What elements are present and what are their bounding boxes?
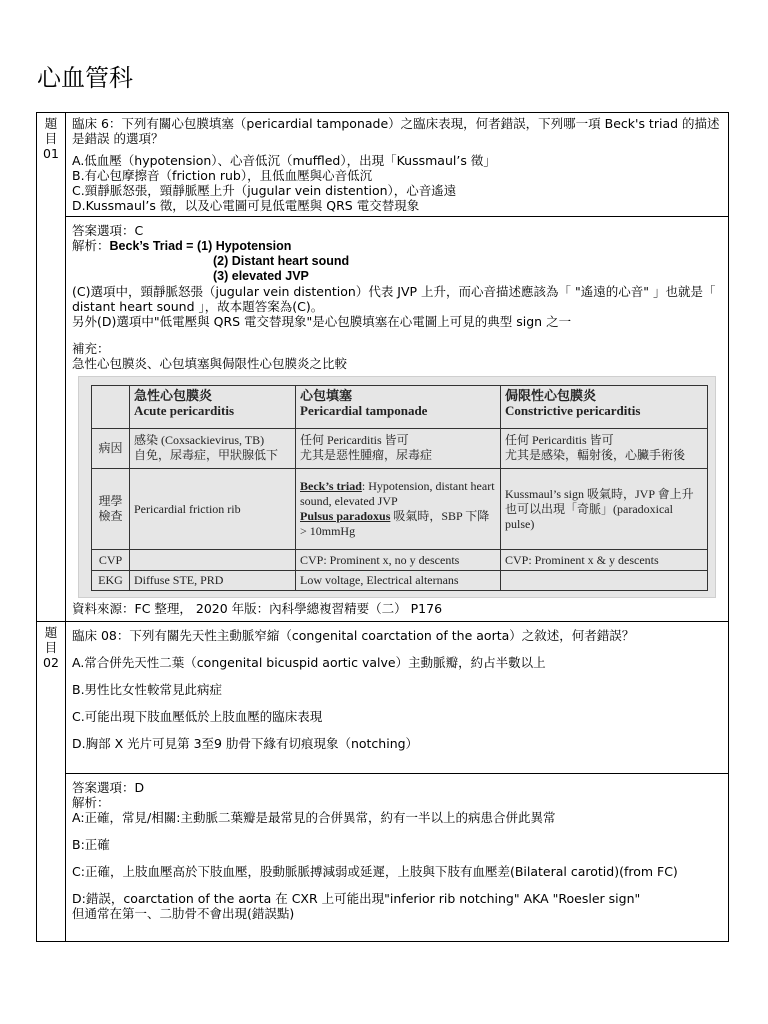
supplement-label: 補充： — [72, 341, 110, 356]
option-d: D.Kussmaul’s 徵，以及心電圖可見低電壓與 QRS 電交替現象 — [72, 198, 420, 213]
comparison-header-row — [92, 386, 708, 429]
question-stem: 臨床 08：下列有關先天性主動脈窄縮（congenital coarctation of the aorta）之敘述，何者錯誤？ — [72, 628, 635, 643]
beck-triad-2: (2) Distant heart sound — [213, 254, 350, 268]
comparison-table — [91, 385, 708, 591]
cell-constrictive — [501, 570, 708, 590]
comparison-row — [92, 428, 708, 469]
cell-tamponade — [296, 469, 501, 550]
beck-triad-term: Beck’s triad — [300, 479, 362, 494]
beck-prefix: 解析： — [72, 238, 110, 253]
option-d: D.胸部 X 光片可見第 3至9 肋骨下緣有切痕現象（notching） — [72, 736, 419, 751]
question-number: 題目 01 — [37, 113, 66, 622]
comparison-row — [92, 550, 708, 570]
cell-constrictive: CVP: Prominent x & y descents — [501, 550, 708, 570]
comparison-row — [92, 469, 708, 550]
explanation-a: A:正確，常見/相關:主動脈二葉瓣是最常見的合併異常，約有一半以上的病患合併此異常 — [72, 810, 556, 825]
question-table — [36, 112, 729, 942]
header-acute-zh: 急性心包膜炎 — [134, 388, 213, 403]
question-stem-cell — [66, 622, 729, 774]
cell-acute — [130, 550, 296, 570]
row-label: 病因 — [92, 428, 130, 469]
beck-triad-desc: : Hypotension, distant heart sound, elevated JVP — [300, 479, 495, 509]
cell-acute: Diffuse STE, PRD — [130, 570, 296, 590]
explanation-c: (C)選項中，頸靜脈怒張（jugular vein distention）代表 JVP 上升，而心音描述應該為「 "遙遠的心音" 」也就是「 distant heart sound 」，故本題答案為(C)。 — [72, 284, 720, 314]
question-row — [37, 622, 729, 774]
explanation-c: C:正確，上肢血壓高於下肢血壓，股動脈脈搏減弱或延遲，上肢與下肢有血壓差(Bilateral carotid)(from FC) — [72, 864, 678, 879]
row-label: CVP — [92, 550, 130, 570]
header-acute-en: Acute pericarditis — [134, 403, 235, 418]
header-constrictive — [501, 386, 708, 429]
cell-tamponade: Low voltage, Electrical alternans — [296, 570, 501, 590]
pulsus-paradoxus-term: Pulsus paradoxus — [300, 509, 391, 524]
question-stem-cell — [66, 113, 729, 217]
option-b: B.男性比女性較常見此病症 — [72, 682, 223, 697]
option-b: B.有心包摩擦音（friction rub），且低血壓與心音低沉 — [72, 168, 373, 183]
cell-constrictive: Kussmaul’s sign 吸氣時，JVP 會上升 也可以出現「奇脈」(paradoxical pulse) — [501, 469, 708, 550]
page-title: 心血管科 — [37, 64, 133, 92]
explanation-d: D:錯誤，coarctation of the aorta 在 CXR 上可能出現"inferior rib notching" AKA "Roesler sign" — [72, 891, 641, 906]
question-stem: 臨床 6：下列有關心包膜填塞（pericardial tamponade）之臨床表現，何者錯誤，下列哪一項 Beck's triad 的描述是錯誤 的選項？ — [72, 116, 720, 146]
row-label: EKG — [92, 570, 130, 590]
option-c: C.頸靜脈怒張，頸靜脈壓上升（jugular vein distention），心音遙遠 — [72, 183, 457, 198]
option-c: C.可能出現下肢血壓低於上肢血壓的臨床表現 — [72, 709, 323, 724]
supplement-text: 急性心包膜炎、心包填塞與侷限性心包膜炎之比較 — [72, 356, 348, 371]
header-tamponade — [296, 386, 501, 429]
option-a: A.低血壓（hypotension）、心音低沉（muffled），出現「Kussmaul’s 徵」 — [72, 153, 496, 168]
cell-acute: Pericardial friction rib — [130, 469, 296, 550]
cell-constrictive: 任何 Pericarditis 皆可 尤其是感染，輻射後，心臟手術後 — [501, 428, 708, 469]
beck-triad-1: Beck’s Triad = (1) Hypotension — [109, 239, 292, 253]
source-note: 資料來源：FC 整理， 2020 年版：內科學總複習精要（二） P176 — [72, 601, 443, 616]
answer-line: 答案選項：C — [72, 223, 144, 238]
comparison-table-photo — [78, 376, 716, 598]
answer-cell — [66, 217, 729, 622]
answer-line: 答案選項：D — [72, 780, 145, 795]
explanation-label: 解析： — [72, 795, 110, 810]
beck-triad-3: (3) elevated JVP — [213, 269, 309, 283]
answer-row — [37, 217, 729, 622]
question-number: 題目 02 — [37, 622, 66, 942]
explanation-b: B:正確 — [72, 837, 110, 852]
corner-cell — [92, 386, 130, 429]
option-a: A.常合併先天性二葉（congenital bicuspid aortic valve）主動脈瓣，約占半數以上 — [72, 655, 546, 670]
header-constrictive-zh: 侷限性心包膜炎 — [505, 388, 597, 403]
row-label: 理學 檢查 — [92, 469, 130, 550]
header-tamponade-zh: 心包填塞 — [300, 388, 353, 403]
cell-tamponade: 任何 Pericarditis 皆可 尤其是惡性腫瘤，尿毒症 — [296, 428, 501, 469]
answer-cell — [66, 774, 729, 942]
cell-tamponade: CVP: Prominent x, no y descents — [296, 550, 501, 570]
header-acute — [130, 386, 296, 429]
explanation-d-note: 但通常在第一、二肋骨不會出現(錯誤點) — [72, 906, 295, 921]
header-tamponade-en: Pericardial tamponade — [300, 403, 428, 418]
header-constrictive-en: Constrictive pericarditis — [505, 403, 641, 418]
answer-row — [37, 774, 729, 942]
pulsus-paradoxus-desc: 吸氣時，SBP 下降 > 10mmHg — [300, 509, 490, 539]
cell-acute: 感染 (Coxsackievirus, TB) 自免，尿毒症，甲狀腺低下 — [130, 428, 296, 469]
question-row — [37, 113, 729, 217]
comparison-row — [92, 570, 708, 590]
explanation-d: 另外(D)選項中"低電壓與 QRS 電交替現象"是心包膜填塞在心電圖上可見的典型 sign 之一 — [72, 314, 572, 329]
